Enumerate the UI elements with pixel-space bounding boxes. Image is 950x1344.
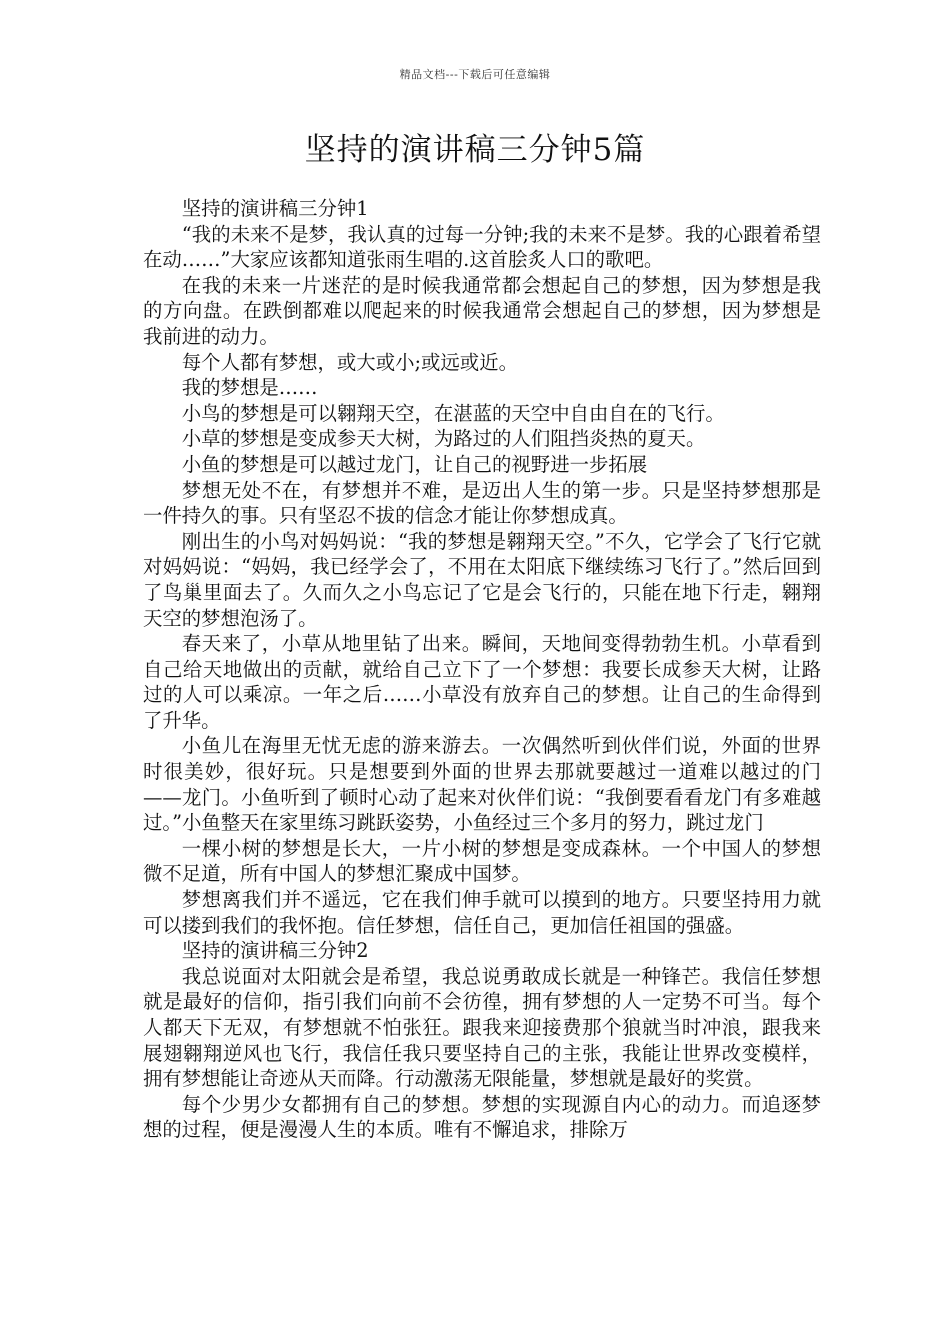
paragraph: 刚出生的小鸟对妈妈说：“我的梦想是翱翔天空。”不久，它学会了飞行它就对妈妈说：“妈妈，我已经学会了，不用在太阳底下继续练习飞行了。”然后回到了鸟巢里面去了。久而久之小鸟忘记了它是会飞行的，只能在地下行走，翱翔天空的梦想泡汤了。 [143,529,821,630]
section-heading-1: 坚持的演讲稿三分钟1 [181,197,369,220]
paragraph: 小鱼儿在海里无忧无虑的游来游去。一次偶然听到伙伴们说，外面的世界时很美妙，很好玩。只是想要到外面的世界去那就要越过一道难以越过的门——龙门。小鱼听到了顿时心动了起来对伙伴们说：“我倒要看看龙门有多难越过。”小鱼整天在家里练习跳跃姿势，小鱼经过三个多月的努力，跳过龙门 [143,734,821,835]
paragraph: 一棵小树的梦想是长大，一片小树的梦想是变成森林。一个中国人的梦想微不足道，所有中国人的梦想汇聚成中国梦。 [143,836,821,886]
header-note: 精品文档---下载后可任意编辑 [399,68,551,81]
paragraph: 我总说面对太阳就会是希望，我总说勇敢成长就是一种锋芒。我信任梦想就是最好的信仰，指引我们向前不会彷徨，拥有梦想的人一定势不可当。每个人都天下无双，有梦想就不怕张狂。跟我来迎接费那个狼就当时冲浪，跟我来展翅翱翔逆风也飞行，我信任我只要坚持自己的主张，我能让世界改变模样，拥有梦想能让奇迹从天而降。行动激荡无限能量，梦想就是最好的奖赏。 [143,964,821,1091]
paragraph: 我的梦想是…… [181,376,318,400]
paragraph: “我的未来不是梦，我认真的过每一分钟;我的未来不是梦。我的心跟着希望在动……”大家应该都知道张雨生唱的.这首脍炙人口的歌吧。 [143,222,821,272]
document-title: 坚持的演讲稿三分钟5篇 [304,132,646,168]
paragraph: 春天来了，小草从地里钻了出来。瞬间，天地间变得勃勃生机。小草看到自己给天地做出的贡献，就给自己立下了一个梦想：我要长成参天大树，让路过的人可以乘凉。一年之后……小草没有放弃自己的梦想。让自己的生命得到了升华。 [143,632,821,732]
paragraph: 小鸟的梦想是可以翱翔天空，在湛蓝的天空中自由自在的飞行。 [181,401,725,425]
paragraph: 在我的未来一片迷茫的是时候我通常都会想起自己的梦想，因为梦想是我的方向盘。在跌倒都难以爬起来的时候我通常会想起自己的梦想，因为梦想是我前进的动力。 [143,273,821,348]
paragraph: 梦想离我们并不遥远，它在我们伸手就可以摸到的地方。只要坚持用力就可以搂到我们的我怀抱。信任梦想，信任自己，更加信任祖国的强盛。 [143,888,821,937]
paragraph: 每个人都有梦想，或大或小;或远或近。 [181,350,518,374]
paragraph: 梦想无处不在，有梦想并不难，是迈出人生的第一步。只是坚持梦想那是一件持久的事。只有坚忍不拔的信念才能让你梦想成真。 [143,478,821,528]
paragraph: 小草的梦想是变成参天大树，为路过的人们阻挡炎热的夏天。 [181,427,706,451]
document-body [143,196,821,1143]
paragraph: 每个少男少女都拥有自己的梦想。梦想的实现源自内心的动力。而追逐梦想的过程，便是漫漫人生的本质。唯有不懈追求，排除万 [143,1092,821,1142]
paragraph: 小鱼的梦想是可以越过龙门，让自己的视野进一步拓展 [181,452,648,476]
section-heading-2: 坚持的演讲稿三分钟2 [181,939,369,963]
